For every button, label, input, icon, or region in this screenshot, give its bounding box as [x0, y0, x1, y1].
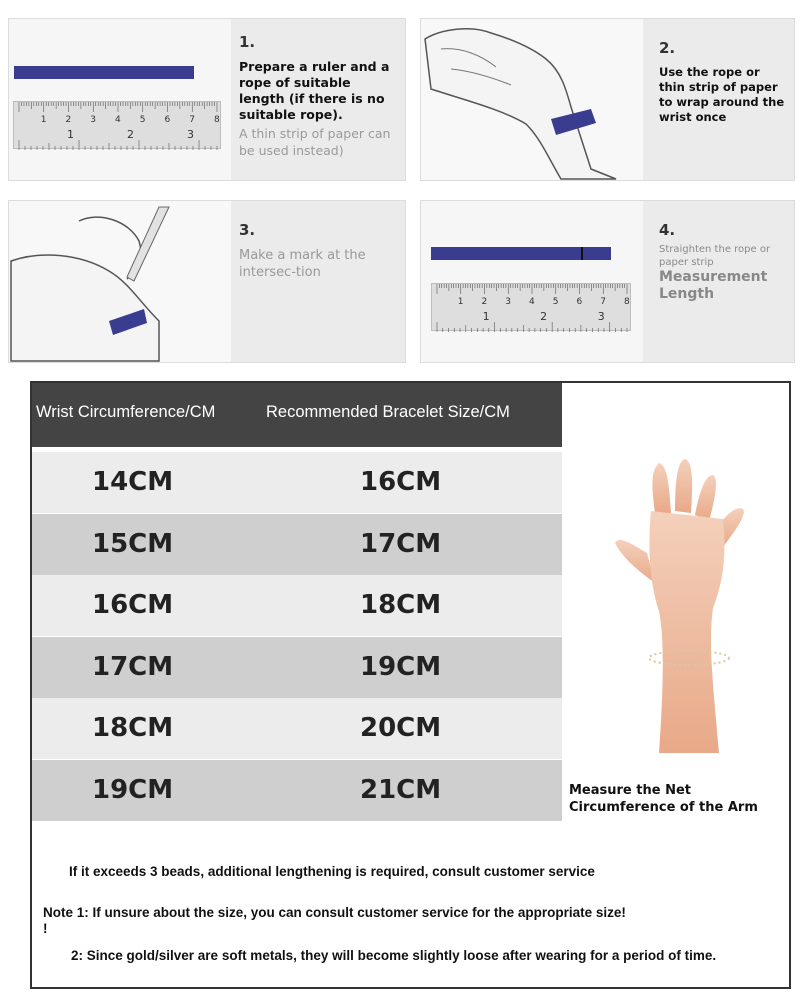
ruler-top-label: 1	[457, 297, 464, 307]
step-instruction: Make a mark at the intersec-tion	[239, 248, 366, 280]
wrist-size-cell: 14CM	[92, 467, 174, 497]
ruler-top-label: 8	[624, 297, 630, 307]
hand-illustration	[563, 383, 789, 823]
ruler-bottom-label: 1	[482, 310, 490, 323]
ruler-ticks	[432, 284, 632, 332]
bracelet-size-cell: 21CM	[360, 774, 442, 805]
wrist-size-cell: 15CM	[92, 528, 174, 559]
step-1-text	[233, 19, 405, 180]
step-3-panel	[8, 200, 406, 363]
ruler-ticks	[14, 102, 222, 150]
step-note: A thin strip of paper can be used instead)	[239, 126, 391, 158]
note-1: Note 1: If unsure about the size, you can consult customer service for the appropriate size!	[43, 905, 626, 920]
step-2-illustration	[421, 19, 643, 180]
table-row	[32, 452, 562, 513]
table-row	[32, 698, 562, 759]
hand-with-rope-icon	[421, 19, 643, 182]
ruler-top-label: 2	[65, 115, 72, 125]
step-instruction: Measurement Length	[659, 269, 768, 302]
step-number: 4.	[659, 221, 676, 239]
ruler-top-label: 4	[529, 297, 535, 307]
table-row	[32, 637, 562, 698]
step-4-panel	[420, 200, 795, 363]
ruler-top-label: 5	[552, 297, 559, 307]
header-bracelet: Recommended Bracelet Size/CM	[266, 403, 510, 421]
table-row	[32, 514, 562, 575]
step-instruction: Prepare a ruler and a rope of suitable length (if there is no suitable rope).	[239, 59, 390, 122]
ruler-top-label: 8	[214, 115, 220, 125]
bracelet-size-cell: 19CM	[360, 651, 442, 682]
ruler-top-label: 6	[164, 115, 171, 125]
note-2: 2: Since gold/silver are soft metals, they will become slightly loose after wearing for a period of time.	[71, 948, 717, 963]
step-4-text	[653, 201, 794, 362]
step-number: 1.	[239, 33, 256, 51]
lengthening-note: If it exceeds 3 beads, additional lengthening is required, consult customer service	[69, 864, 595, 879]
ruler-top-label: 4	[115, 115, 121, 125]
wrist-size-cell: 19CM	[92, 774, 174, 805]
marking-wrist-icon	[9, 201, 231, 364]
bracelet-size-cell: 20CM	[360, 713, 442, 743]
step-instruction: Use the rope or thin strip of paper to wrap around the wrist once	[659, 65, 785, 124]
bracelet-size-cell: 16CM	[360, 467, 442, 497]
ruler-top-label: 6	[576, 297, 583, 307]
step-1-illustration	[9, 19, 231, 180]
note-1-tail: !	[43, 921, 48, 936]
bracelet-size-cell: 17CM	[360, 528, 442, 559]
ruler	[431, 283, 631, 331]
ruler-top-label: 7	[600, 297, 606, 307]
ruler-bottom-label: 3	[187, 128, 194, 141]
table-header	[32, 383, 562, 447]
ruler-top-label: 5	[139, 115, 146, 125]
table-row	[32, 760, 562, 821]
step-number: 2.	[659, 39, 676, 57]
hand-icon	[563, 383, 789, 773]
bracelet-size-cell: 18CM	[360, 590, 442, 620]
ruler-top-label: 7	[189, 115, 195, 125]
step-number: 3.	[239, 221, 256, 239]
step-3-illustration	[9, 201, 231, 362]
ruler-bottom-label: 1	[67, 128, 74, 141]
ruler-bottom-label: 3	[597, 310, 605, 323]
header-wrist: Wrist Circumference/CM	[36, 403, 216, 421]
hand-caption: Measure the Net Circumference of the Arm	[569, 783, 758, 815]
wrist-size-cell: 18CM	[92, 713, 174, 743]
table-row	[32, 575, 562, 636]
rope-strip-marked	[431, 247, 611, 260]
ruler	[13, 101, 221, 149]
step-instruction-small: Straighten the rope or paper strip	[659, 244, 771, 268]
size-chart	[30, 381, 791, 989]
wrist-size-cell: 16CM	[92, 590, 174, 620]
ruler-top-label: 3	[90, 115, 96, 125]
ruler-top-label: 3	[505, 297, 511, 307]
step-2-text	[653, 19, 794, 180]
step-3-text	[233, 201, 405, 362]
ruler-bottom-label: 2	[127, 128, 134, 141]
ruler-top-label: 2	[481, 297, 488, 307]
step-1-panel	[8, 18, 406, 181]
mark-line	[581, 247, 583, 260]
ruler-top-label: 1	[40, 115, 47, 125]
step-2-panel	[420, 18, 795, 181]
ruler-bottom-label: 2	[540, 310, 548, 323]
step-4-illustration	[421, 201, 643, 362]
wrist-size-cell: 17CM	[92, 651, 174, 682]
rope-strip	[14, 66, 194, 79]
